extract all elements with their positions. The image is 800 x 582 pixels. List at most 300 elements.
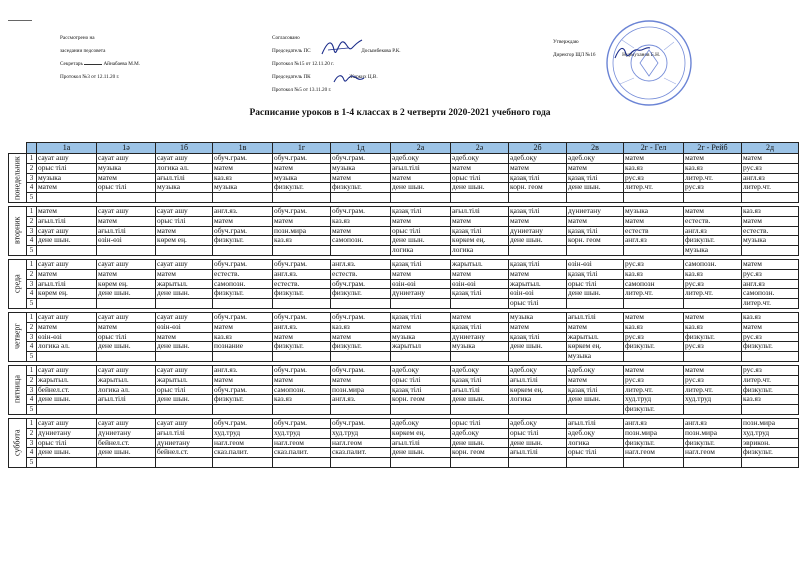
lesson-cell: физкульт. (624, 342, 684, 352)
lesson-cell: литер.чт. (624, 289, 684, 299)
lesson-cell: матем (331, 226, 391, 236)
lesson-cell (742, 246, 799, 256)
column-header: 2д (742, 143, 799, 154)
lesson-cell: әдеб.оқу (509, 418, 567, 428)
lesson-cell: дене шын. (509, 438, 567, 448)
lesson-row (9, 438, 799, 448)
lesson-cell: каз.яз (213, 332, 273, 342)
ps-chair-label: Председатель ПС (272, 48, 311, 54)
lesson-cell: матем (567, 322, 624, 332)
lesson-number: 5 (27, 246, 37, 256)
secretary-name: Айнабаева М.М. (103, 61, 141, 67)
lesson-cell: музыка (391, 332, 451, 342)
lesson-cell: матем (624, 312, 684, 322)
lesson-cell (684, 299, 742, 309)
lesson-cell: әдеб.оқу (451, 428, 509, 438)
lesson-cell: қазақ тілі (509, 206, 567, 216)
lesson-cell: дене шын. (391, 236, 451, 246)
lesson-cell: өзін-өзі (451, 279, 509, 289)
column-header: 2б (509, 143, 567, 154)
lesson-cell: нагл.геом (273, 438, 331, 448)
lesson-cell: матем (273, 216, 331, 226)
lesson-number: 5 (27, 458, 37, 468)
lesson-cell: дүниетану (451, 332, 509, 342)
lesson-cell: орыс тілі (391, 375, 451, 385)
lesson-cell (567, 458, 624, 468)
lesson-cell: физкульт. (684, 332, 742, 342)
approve-line-1: Утверждаю (553, 39, 579, 45)
lesson-cell (97, 193, 156, 203)
lesson-cell (213, 352, 273, 362)
lesson-cell: жарытыл (391, 342, 451, 352)
lesson-row (9, 395, 799, 405)
lesson-cell: дүниетану (509, 226, 567, 236)
lesson-cell: музыка (331, 163, 391, 173)
lesson-cell: қазақ тілі (451, 226, 509, 236)
lesson-cell: дене шын. (156, 289, 213, 299)
lesson-cell: литер.чт. (624, 183, 684, 193)
lesson-cell: рус.яз (624, 173, 684, 183)
lesson-cell: ағыл.тілі (37, 279, 97, 289)
lesson-row (9, 342, 799, 352)
lesson-cell: позн.мира (742, 418, 799, 428)
lesson-cell: әдеб.оқу (567, 154, 624, 164)
lesson-cell: логика əл. (97, 385, 156, 395)
lesson-cell: ағыл.тілі (451, 385, 509, 395)
ps-chair-name: Досымбекова Р.К. (361, 48, 401, 54)
lesson-cell: әдеб.оқу (451, 154, 509, 164)
lesson-cell (273, 193, 331, 203)
lesson-cell: өзін-өзі (37, 332, 97, 342)
lesson-cell: обуч.грам. (273, 418, 331, 428)
lesson-number: 3 (27, 332, 37, 342)
lesson-cell: обуч.грам. (331, 279, 391, 289)
lesson-cell (213, 458, 273, 468)
lesson-cell: обуч.грам. (213, 154, 273, 164)
lesson-cell: сказ.палит. (213, 448, 273, 458)
lesson-cell: физкульт. (742, 448, 799, 458)
lesson-cell: физкульт. (684, 236, 742, 246)
lesson-cell: өзін-өзі (97, 236, 156, 246)
lesson-cell: сауат ашу (97, 154, 156, 164)
lesson-cell: матем (331, 375, 391, 385)
lesson-cell: матем (509, 269, 567, 279)
lesson-cell: дене шын. (509, 342, 567, 352)
lesson-cell (213, 405, 273, 415)
column-header: 2в (567, 143, 624, 154)
lesson-cell: сауат ашу (37, 259, 97, 269)
lesson-cell: англ.яз (624, 236, 684, 246)
lesson-cell: дене шын. (97, 448, 156, 458)
lesson-cell: физкульт. (331, 342, 391, 352)
column-header: 1в (213, 143, 273, 154)
lesson-cell: физкульт. (213, 395, 273, 405)
lesson-cell: орыс тілі (37, 163, 97, 173)
lesson-cell: каз.яз (742, 206, 799, 216)
column-header: 1ә (97, 143, 156, 154)
schedule-table (8, 142, 799, 468)
lesson-cell: матем (97, 269, 156, 279)
lesson-number: 5 (27, 405, 37, 415)
lesson-cell: жарытыл. (567, 332, 624, 342)
lesson-cell: дүниетану (391, 289, 451, 299)
lesson-cell: позн.мира (684, 428, 742, 438)
lesson-cell: англ.яз. (331, 395, 391, 405)
lesson-cell: матем (624, 365, 684, 375)
lesson-cell: обуч.грам. (213, 385, 273, 395)
lesson-cell: дене шын. (567, 395, 624, 405)
lesson-cell: көркем ең. (567, 342, 624, 352)
lesson-cell: матем (273, 332, 331, 342)
lesson-cell (331, 352, 391, 362)
lesson-cell (391, 352, 451, 362)
lesson-cell (742, 352, 799, 362)
lesson-cell (624, 458, 684, 468)
lesson-cell: англ.яз (742, 173, 799, 183)
lesson-cell: физкульт. (331, 183, 391, 193)
ps-protocol: Протокол №15 от 12.11.20 г. (272, 61, 334, 67)
lesson-cell: матем (213, 322, 273, 332)
lesson-cell (331, 246, 391, 256)
lesson-cell: естеств. (684, 216, 742, 226)
lesson-cell: сауат ашу (97, 365, 156, 375)
lesson-cell: обуч.грам. (331, 312, 391, 322)
lesson-cell: логика əл. (37, 342, 97, 352)
lesson-cell (624, 299, 684, 309)
lesson-cell: рус.яз (624, 332, 684, 342)
lesson-cell: ағыл.тілі (97, 395, 156, 405)
lesson-cell: обуч.грам. (273, 365, 331, 375)
lesson-cell: дене шын. (509, 236, 567, 246)
lesson-cell: каз.яз (273, 395, 331, 405)
lesson-cell: физкульт. (624, 405, 684, 415)
lesson-row (9, 385, 799, 395)
lesson-row (9, 259, 799, 269)
lesson-cell: каз.яз (273, 236, 331, 246)
lesson-cell: естеств (624, 226, 684, 236)
lesson-cell: көрем ең. (97, 279, 156, 289)
lesson-cell (624, 246, 684, 256)
lesson-cell (567, 246, 624, 256)
lesson-cell: сауат ашу (97, 418, 156, 428)
lesson-cell: матем (451, 216, 509, 226)
lesson-cell (97, 458, 156, 468)
lesson-cell: көркем ең. (391, 428, 451, 438)
lesson-cell: матем (37, 183, 97, 193)
column-header: 1г (273, 143, 331, 154)
lesson-cell: физкульт. (213, 289, 273, 299)
lesson-cell: музыка (509, 312, 567, 322)
lesson-row (9, 289, 799, 299)
lesson-cell: литер.чт. (742, 299, 799, 309)
lesson-cell (742, 193, 799, 203)
lesson-cell (273, 352, 331, 362)
lesson-cell (331, 299, 391, 309)
lesson-cell: орыс тілі (567, 448, 624, 458)
lesson-cell: дене шын. (156, 395, 213, 405)
lesson-cell (391, 299, 451, 309)
lesson-cell: қазақ тілі (509, 332, 567, 342)
lesson-row (9, 365, 799, 375)
lesson-cell: корн. геом (567, 236, 624, 246)
lesson-cell (213, 193, 273, 203)
lesson-cell: сауат ашу (156, 154, 213, 164)
day-label: среда (9, 259, 27, 308)
agreed-line-1: Согласовано (272, 35, 300, 41)
lesson-cell: самопозн. (273, 385, 331, 395)
lesson-cell (37, 352, 97, 362)
lesson-cell: дүниетану (97, 428, 156, 438)
secretary-label: Секретарь (60, 61, 83, 67)
lesson-cell: өзін-өзі (391, 279, 451, 289)
lesson-cell: музыка (451, 342, 509, 352)
lesson-cell: сауат ашу (156, 365, 213, 375)
lesson-cell: худ.труд (684, 395, 742, 405)
lesson-cell: сауат ашу (156, 259, 213, 269)
lesson-cell: англ.яз. (331, 259, 391, 269)
director-name: Нурмуханов Б.Н. (622, 52, 661, 58)
lesson-cell: орыс тілі (97, 183, 156, 193)
lesson-cell: дене шын. (567, 183, 624, 193)
lesson-number: 1 (27, 259, 37, 269)
lesson-cell: англ.яз (684, 226, 742, 236)
lesson-cell (567, 299, 624, 309)
lesson-cell (331, 458, 391, 468)
lesson-cell (273, 246, 331, 256)
lesson-cell: әдеб.оқу (509, 154, 567, 164)
lesson-cell: литер.чт. (624, 385, 684, 395)
lesson-cell: дене шын. (37, 448, 97, 458)
lesson-cell: матем (567, 163, 624, 173)
lesson-cell: англ.яз. (273, 322, 331, 332)
lesson-cell: музыка (273, 173, 331, 183)
day-label: пятница (9, 365, 27, 414)
lesson-cell: литер.чт. (742, 375, 799, 385)
lesson-cell: матем (213, 163, 273, 173)
lesson-cell: матем (391, 269, 451, 279)
lesson-cell: ағыл.тілі (97, 226, 156, 236)
lesson-cell (509, 405, 567, 415)
lesson-cell (451, 458, 509, 468)
lesson-cell: естеств. (331, 269, 391, 279)
lesson-cell (684, 193, 742, 203)
lesson-cell: рус.яз (742, 163, 799, 173)
lesson-cell: музыка (213, 183, 273, 193)
lesson-cell: әдеб.оқу (567, 428, 624, 438)
lesson-row (9, 375, 799, 385)
lesson-cell: физкульт. (742, 342, 799, 352)
lesson-cell: сауат ашу (97, 312, 156, 322)
pk-protocol: Протокол №5 от 13.11.20 г. (272, 87, 332, 93)
lesson-cell: самопозн. (331, 236, 391, 246)
lesson-cell: қазақ тілі (567, 173, 624, 183)
lesson-cell: дене шын. (391, 183, 451, 193)
lesson-cell: каз.яз (213, 173, 273, 183)
lesson-row (9, 448, 799, 458)
lesson-cell: обуч.грам. (273, 312, 331, 322)
lesson-cell: дене шын. (451, 438, 509, 448)
lesson-cell: дене шын. (156, 342, 213, 352)
lesson-row (9, 246, 799, 256)
lesson-cell: англ.яз. (273, 269, 331, 279)
lesson-cell: сказ.палит. (273, 448, 331, 458)
lesson-row (9, 352, 799, 362)
lesson-cell: орыс тілі (567, 279, 624, 289)
lesson-cell: көркем ең. (451, 236, 509, 246)
lesson-cell: самопозн. (684, 259, 742, 269)
lesson-number: 3 (27, 279, 37, 289)
lesson-cell: каз.яз (684, 322, 742, 332)
lesson-cell: каз.яз (684, 269, 742, 279)
lesson-cell (156, 405, 213, 415)
lesson-cell: өзін-өзі (156, 322, 213, 332)
lesson-cell: дүниетану (567, 206, 624, 216)
lesson-cell: бейнел.ст. (97, 438, 156, 448)
lesson-cell: литер.чт. (742, 183, 799, 193)
lesson-cell: матем (156, 226, 213, 236)
lesson-number: 2 (27, 375, 37, 385)
lesson-cell: жарытыл. (451, 259, 509, 269)
top-line (8, 20, 32, 21)
lesson-cell: қазақ тілі (567, 226, 624, 236)
lesson-cell: нагл.геом (684, 448, 742, 458)
lesson-row (9, 418, 799, 428)
lesson-cell (213, 299, 273, 309)
lesson-cell: өзін-өзі (567, 259, 624, 269)
lesson-cell: физкульт. (742, 385, 799, 395)
lesson-cell: обуч.грам. (213, 259, 273, 269)
lesson-cell: рус.яз (684, 279, 742, 289)
lesson-cell: сауат ашу (156, 312, 213, 322)
lesson-cell (37, 193, 97, 203)
lesson-cell: дене шын. (567, 289, 624, 299)
lesson-row (9, 312, 799, 322)
lesson-row (9, 405, 799, 415)
lesson-cell: обуч.грам. (213, 226, 273, 236)
lesson-cell (273, 405, 331, 415)
lesson-number: 2 (27, 322, 37, 332)
lesson-cell: обуч.грам. (273, 206, 331, 216)
lesson-cell: ағыл.тілі (509, 448, 567, 458)
lesson-row (9, 332, 799, 342)
lesson-cell: каз.яз (624, 269, 684, 279)
lesson-cell: орыс тілі (451, 418, 509, 428)
lesson-cell: музыка (624, 206, 684, 216)
lesson-cell: сауат ашу (97, 259, 156, 269)
lesson-cell: литер.чт. (684, 173, 742, 183)
lesson-cell (331, 193, 391, 203)
lesson-cell: матем (509, 322, 567, 332)
lesson-cell (509, 246, 567, 256)
lesson-cell: сауат ашу (37, 312, 97, 322)
lesson-cell (391, 405, 451, 415)
lesson-cell: матем (213, 216, 273, 226)
column-header: 1д (331, 143, 391, 154)
lesson-cell (156, 299, 213, 309)
lesson-row (9, 299, 799, 309)
lesson-cell: обуч.грам. (273, 154, 331, 164)
lesson-cell: самопозн. (213, 279, 273, 289)
column-header: 2а (391, 143, 451, 154)
schedule-body (9, 154, 799, 468)
lesson-cell: нагл.геом (331, 438, 391, 448)
lesson-cell: каз.яз (624, 163, 684, 173)
lesson-cell: әдеб.оқу (391, 154, 451, 164)
lesson-row (9, 206, 799, 216)
lesson-cell: қазақ тілі (509, 259, 567, 269)
lesson-cell: музыка (684, 246, 742, 256)
lesson-cell: қазақ тілі (391, 385, 451, 395)
lesson-cell: логика əл. (156, 163, 213, 173)
lesson-cell: физкульт. (273, 342, 331, 352)
lesson-cell: логика (509, 395, 567, 405)
lesson-cell (742, 405, 799, 415)
lesson-cell: әдеб.оқу (391, 365, 451, 375)
lesson-row (9, 322, 799, 332)
lesson-row (9, 216, 799, 226)
lesson-cell: обуч.грам. (331, 365, 391, 375)
lesson-cell: англ.яз (684, 418, 742, 428)
lesson-cell (97, 405, 156, 415)
lesson-cell: логика (451, 246, 509, 256)
lesson-number: 3 (27, 173, 37, 183)
page-title: Расписание уроков в 1-4 классах в 2 четверти 2020-2021 учебного года (249, 108, 551, 118)
lesson-cell: музыка (156, 183, 213, 193)
lesson-cell: музыка (567, 352, 624, 362)
lesson-cell: қазақ тілі (451, 289, 509, 299)
lesson-cell: сауат ашу (37, 418, 97, 428)
column-header: 1б (156, 143, 213, 154)
lesson-row (9, 458, 799, 468)
lesson-cell (742, 458, 799, 468)
lesson-cell: каз.яз (331, 216, 391, 226)
lesson-cell (451, 193, 509, 203)
lesson-cell: матем (624, 154, 684, 164)
lesson-cell: жарытыл. (156, 375, 213, 385)
lesson-cell: жарытыл. (156, 279, 213, 289)
lesson-row (9, 183, 799, 193)
lesson-number: 3 (27, 385, 37, 395)
lesson-cell: матем (97, 322, 156, 332)
lesson-cell: сауат ашу (97, 206, 156, 216)
lesson-cell: қазақ тілі (391, 206, 451, 216)
day-label: понедельник (9, 154, 27, 203)
lesson-cell: музыка (97, 163, 156, 173)
lesson-cell: матем (213, 375, 273, 385)
day-label: суббота (9, 418, 27, 467)
lesson-cell: матем (97, 216, 156, 226)
lesson-number: 1 (27, 154, 37, 164)
lesson-number: 4 (27, 289, 37, 299)
lesson-cell: англ.яз. (213, 365, 273, 375)
lesson-cell: матем (742, 322, 799, 332)
lesson-cell: қазақ тілі (509, 173, 567, 183)
lesson-number: 4 (27, 236, 37, 246)
lesson-cell: дене шын. (37, 395, 97, 405)
lesson-cell: орыс тілі (156, 385, 213, 395)
approved-protocol: Протокол №3 от 12.11.20 г. (60, 74, 120, 80)
lesson-cell: матем (37, 269, 97, 279)
lesson-cell: ағыл.тілі (156, 428, 213, 438)
lesson-cell: орыс тілі (509, 428, 567, 438)
lesson-cell (391, 193, 451, 203)
lesson-cell: дене шын. (97, 342, 156, 352)
lesson-cell: англ.яз. (213, 206, 273, 216)
lesson-cell: самопозн (624, 279, 684, 289)
lesson-cell: музыка (742, 236, 799, 246)
lesson-cell (624, 352, 684, 362)
lesson-cell: физкульт. (624, 438, 684, 448)
